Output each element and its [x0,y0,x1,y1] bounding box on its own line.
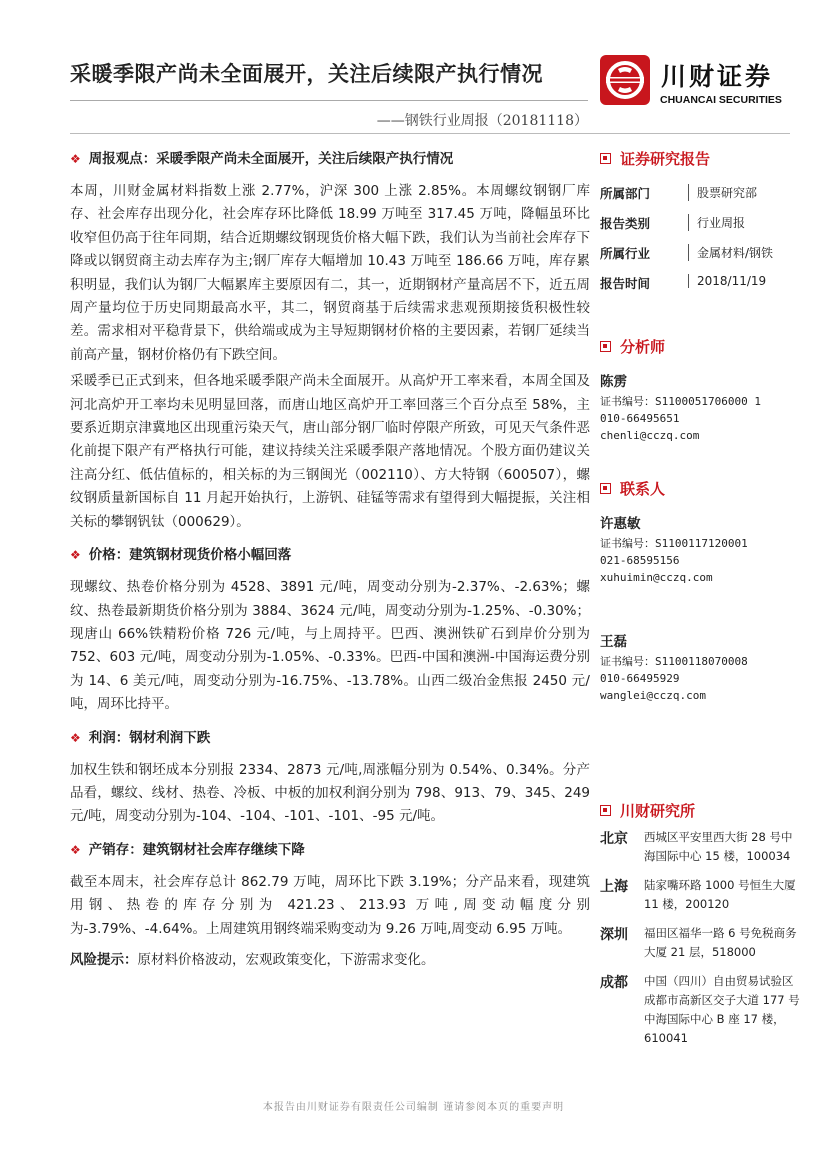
header-rule-2 [70,133,790,134]
analyst-heading: 分析师 [600,336,800,358]
square-bullet-icon [600,805,611,816]
brand-name: 川财证券 [661,62,774,91]
square-bullet-icon [600,341,611,352]
square-bullet-icon [600,153,611,164]
price-paragraph: 现螺纹、热卷价格分别为 4528、3891 元/吨，周变动分别为-2.37%、-2.63%；螺纹、热卷最新期货价格分别为 3884、3624 元/吨，周变动分别为-1.25%、-0.30%；现唐山 66%铁精粉价格 726 元/吨，与上周持平。巴西、澳洲铁矿石到岸价分别为 752、603 元/吨，周变动分别为-1.05%、-0.33%。巴西-中国和澳洲-中国海运费分别为 14、6 美元/吨，周变动分别为-16.75%、-13.78%。山西二级冶金焦报 2450 元/吨，周环比持平。 [70,579,590,713]
office-item [600,876,800,914]
office-city: 成都 [600,975,628,991]
main-content [70,148,590,972]
info-row: 所属行业 金属材料/钢铁 [600,246,774,261]
info-row: 报告类别 行业周报 [600,216,746,231]
office-item [600,972,800,1048]
inventory-paragraph: 截至本周末，社会库存总计 862.79 万吨，周环比下跌 3.19%；分产品来看，现建筑用钢、热卷的库存分别为 421.23、213.93 万吨,周变动幅度分别为-3.79%、-4.64%。上周建筑用钢终端采购变动为 9.26 万吨,周变动 6.95 万吨。 [70,873,590,937]
footer-disclaimer: 本报告由川财证券有限责任公司编制 谨请参阅本页的重要声明 [262,1102,565,1113]
contact-email[interactable]: wanglei@cczq.com [600,689,706,702]
diamond-bullet-icon: ❖ [70,548,81,563]
info-row: 所属部门 股票研究部 [600,186,758,201]
risk-text: 原材料价格波动，宏观政策变化，下游需求变化。 [137,951,435,968]
brand-name-en: CHUANCAI SECURITIES [660,94,782,106]
office-address: 中国（四川）自由贸易试验区成都市高新区交子大道 177 号中海国际中心 B 座 17 楼，610041 [644,974,800,1045]
contact-card [600,630,800,704]
contact-cert: 证书编号：S1100118070008 [600,655,748,668]
square-bullet-icon [600,483,611,494]
section-heading-inventory: ❖ 产销存：建筑钢材社会库存继续下降 [70,841,305,858]
report-info-table [600,178,800,298]
chuancai-logo-icon [600,55,650,105]
report-info-heading: 证券研究报告 [600,148,800,170]
view-paragraph-1: 本周，川财金属材料指数上涨 2.77%，沪深 300 上涨 2.85%。本周螺纹钢钢厂库存、社会库存出现分化，社会库存环比降低 18.99 万吨至 317.45 万吨，降幅虽环比收窄但仍高于往年同期，结合近期螺纹钢现货价格大幅下跌，我们认为当前社会库存下降或以钢贸商主动去库存为主;钢厂库存大幅增加 10.43 万吨至 186.66 万吨，库存累积明显，我们认为钢厂大幅累库主要原因有二，其一，近期钢材产量高居不下，近五周周产量均位于历史同期最高水平，其二，钢贸商基于后续需求悲观预期接货积极性较差。需求相对平稳背景下，供给端或成为主导短期钢材价格的主要因素，若钢厂延续当前高产量，钢材价格仍有下跌空间。 [70,183,590,363]
office-address: 西城区平安里西大街 28 号中海国际中心 15 楼，100034 [644,830,793,863]
analyst-cert: 证书编号：S1100051706000 1 [600,395,761,408]
profit-paragraph: 加权生铁和钢坯成本分别报 2334、2873 元/吨,周涨幅分别为 0.54%、0.34%。分产品看，螺纹、线材、热卷、冷板、中板的加权利润分别为 798、913、79、345、249 元/吨，周变动分别为-104、-104、-101、-101、-95 元/吨。 [70,761,590,825]
contact-phone: 010-66495929 [600,672,680,685]
section-heading-price: ❖ 价格：建筑钢材现货价格小幅回落 [70,547,292,564]
contact-phone: 021-68595156 [600,554,680,567]
office-address: 福田区福华一路 6 号免税商务大厦 21 层，518000 [644,926,797,959]
institute-heading: 川财研究所 [600,800,800,822]
office-city: 上海 [600,879,628,895]
office-item [600,828,800,866]
office-item [600,924,800,962]
diamond-bullet-icon: ❖ [70,730,81,745]
contact-cert: 证书编号：S1100117120001 [600,537,748,550]
section-heading-profit: ❖ 利润：钢材利润下跌 [70,729,211,746]
diamond-bullet-icon: ❖ [70,842,81,857]
contact-card [600,512,800,586]
contact-name: 许惠敏 [600,516,641,532]
diamond-bullet-icon: ❖ [70,152,81,166]
view-paragraph-2: 采暖季已正式到来，但各地采暖季限产尚未全面展开。从高炉开工率来看，本周全国及河北高炉开工率均未见明显回落，而唐山地区高炉开工率回落三个百分点至 58%，主要系近期京津冀地区出现重污染天气，唐山部分钢厂临时停限产所致，可见天气条件恶化前提下限产有严格执行可能，建议持续关注采暖季限产落地情况。个股方面仍建议关注高分红、低估值标的，相关标的为三钢闽光（002110）、方大特钢（600507），螺纹钢质量新国标自 11 月起开始执行，上游钒、硅锰等需求有望得到大幅提振，关注相关标的攀钢钒钛（000629）。 [70,373,590,530]
report-title: 采暖季限产尚未全面展开，关注后续限产执行情况 [70,61,543,86]
office-list [600,828,800,1048]
section-heading-view: ❖ 周报观点：采暖季限产尚未全面展开，关注后续限产执行情况 [70,151,454,167]
risk-label: 风险提示： [70,951,138,968]
info-row: 报告时间 2018/11/19 [600,274,767,291]
office-address: 陆家嘴环路 1000 号恒生大厦 11 楼，200120 [644,878,796,911]
contact-email[interactable]: xuhuimin@cczq.com [600,571,713,584]
risk-warning [70,949,590,972]
contact-name: 王磊 [600,634,627,650]
analyst-card [600,370,800,444]
analyst-name: 陈雳 [600,374,627,390]
office-city: 北京 [600,831,628,847]
sidebar [600,148,800,1058]
contact-heading: 联系人 [600,478,800,500]
header-rule [70,100,588,101]
office-city: 深圳 [600,927,628,943]
analyst-phone: 010-66495651 [600,412,680,425]
analyst-email[interactable]: chenli@cczq.com [600,429,700,442]
report-subtitle: ——钢铁行业周报（20181118） [376,113,588,129]
